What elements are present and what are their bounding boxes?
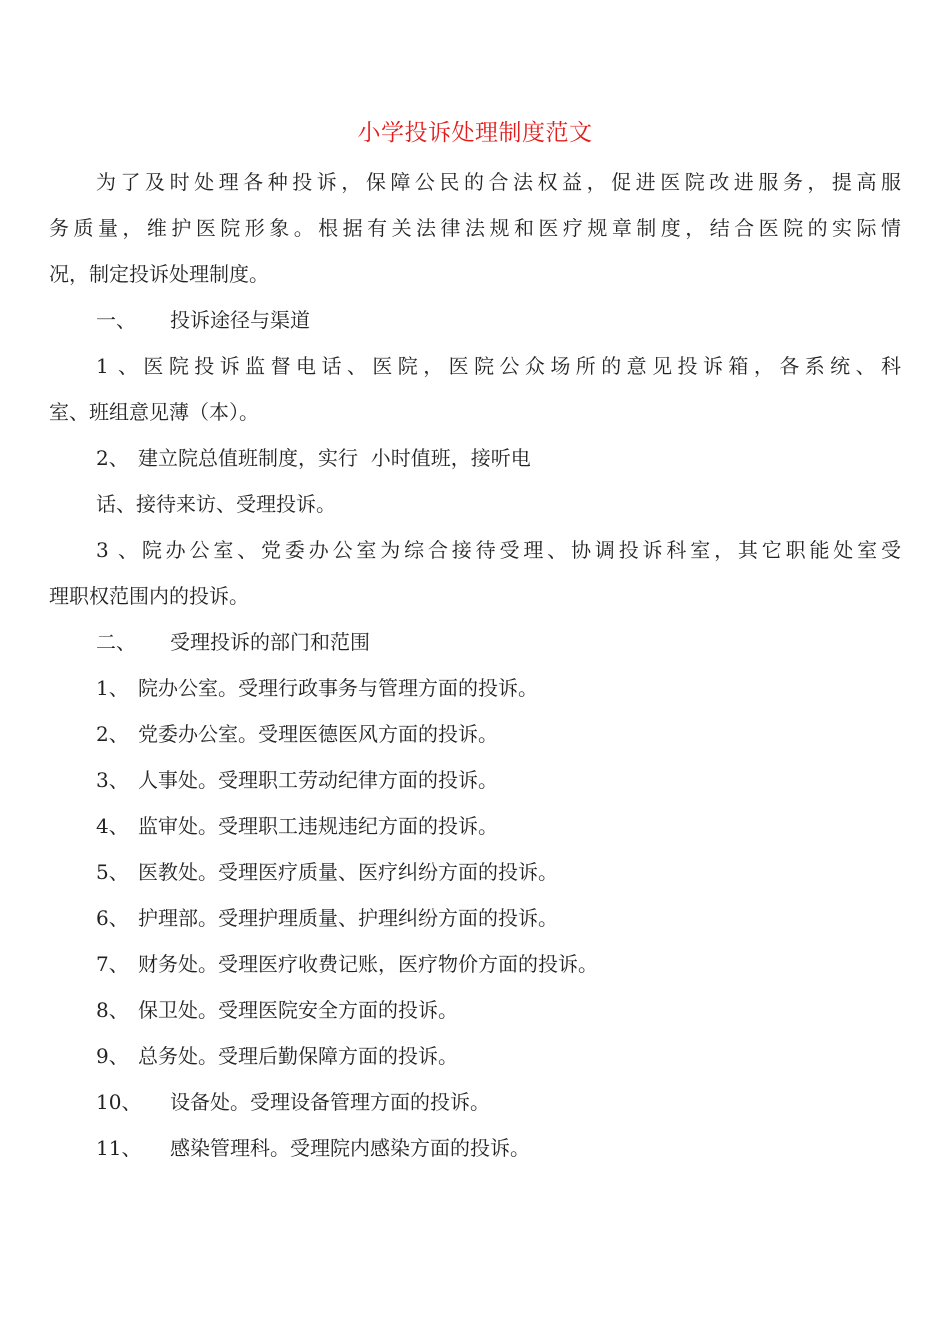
item-text: 总务处。受理后勤保障方面的投诉。 [138, 1044, 458, 1068]
item-text: 人事处。受理职工劳动纪律方面的投诉。 [138, 768, 498, 792]
section-2-item [96, 1082, 901, 1122]
section-2-heading [96, 622, 901, 662]
section-2-item [96, 898, 901, 938]
section-2-item [96, 1128, 901, 1168]
section-1-title: 投诉途径与渠道 [170, 308, 310, 332]
item-number: 2、 [96, 722, 129, 746]
section-2-item [96, 760, 901, 800]
item-number: 8、 [96, 998, 129, 1022]
item-number: 5、 [96, 860, 129, 884]
section-1-item-3 [96, 530, 901, 570]
section-2-title: 受理投诉的部门和范围 [170, 630, 370, 654]
item-number: 11、 [96, 1136, 142, 1160]
section-2-item [96, 806, 901, 846]
section-2-item [96, 944, 901, 984]
intro-line-3: 况，制定投诉处理制度。 [49, 262, 269, 286]
item-text: 保卫处。受理医院安全方面的投诉。 [138, 998, 458, 1022]
section-2-item [96, 668, 901, 708]
item-number: 1、 [96, 354, 138, 378]
section-2-item [96, 852, 901, 892]
item-number: 4、 [96, 814, 129, 838]
item-number: 9、 [96, 1044, 129, 1068]
item-text: 设备处。受理设备管理方面的投诉。 [170, 1090, 490, 1114]
section-1-item-2 [96, 438, 901, 478]
item-number: 2、 [96, 446, 129, 470]
item-text: 感染管理科。受理院内感染方面的投诉。 [170, 1136, 530, 1160]
item-text: 护理部。受理护理质量、护理纠纷方面的投诉。 [138, 906, 558, 930]
item-text: 监审处。受理职工违规违纪方面的投诉。 [138, 814, 498, 838]
section-1-number: 一、 [96, 308, 136, 332]
section-1-item-1-cont: 室、班组意见薄（本）。 [49, 400, 259, 424]
item-number: 1、 [96, 676, 129, 700]
section-2-item [96, 1036, 901, 1076]
item-text: 医教处。受理医疗质量、医疗纠纷方面的投诉。 [138, 860, 558, 884]
item-number: 6、 [96, 906, 129, 930]
intro-line-2: 务质量，维护医院形象。根据有关法律法规和医疗规章制度，结合医院的实际情 [49, 216, 901, 240]
document-title: 小学投诉处理制度范文 [357, 120, 593, 146]
item-text: 财务处。受理医疗收费记账，医疗物价方面的投诉。 [138, 952, 598, 976]
section-2-item [96, 714, 901, 754]
item-text: 建立院总值班制度，实行 小时值班，接听电 [138, 446, 531, 470]
section-2-number: 二、 [96, 630, 136, 654]
section-2-item [96, 990, 901, 1030]
item-text: 医院投诉监督电话、医院，医院公众场所的意见投诉箱，各系统、科 [138, 354, 901, 378]
section-1-item-1 [96, 346, 901, 386]
intro-line-1: 为了及时处理各种投诉，保障公民的合法权益，促进医院改进服务，提高服 [96, 170, 901, 194]
item-text: 党委办公室。受理医德医风方面的投诉。 [138, 722, 498, 746]
item-number: 3、 [96, 538, 138, 562]
item-text: 院办公室、党委办公室为综合接待受理、协调投诉科室，其它职能处室受 [138, 538, 901, 562]
item-text: 院办公室。受理行政事务与管理方面的投诉。 [138, 676, 538, 700]
item-number: 10、 [96, 1090, 142, 1114]
item-number: 7、 [96, 952, 129, 976]
section-1-item-3-cont: 理职权范围内的投诉。 [49, 584, 249, 608]
section-1-heading [96, 300, 901, 340]
item-number: 3、 [96, 768, 129, 792]
section-1-item-2-cont: 话、接待来访、受理投诉。 [96, 492, 336, 516]
